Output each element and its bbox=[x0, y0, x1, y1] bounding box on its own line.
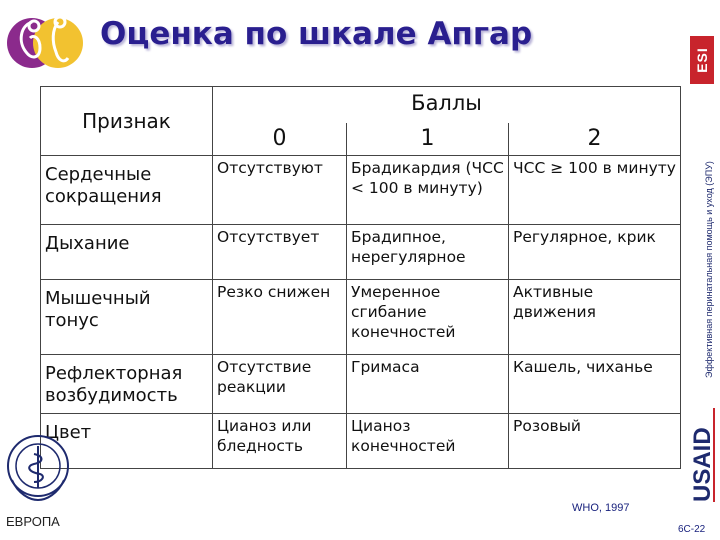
row-score-0: Резко снижен bbox=[213, 280, 347, 355]
table-row bbox=[41, 156, 681, 225]
usaid-logo-label: USAID bbox=[689, 427, 716, 502]
row-feature: Дыхание bbox=[41, 225, 213, 280]
table-row bbox=[41, 414, 681, 469]
row-score-0: Отсутствие реакции bbox=[213, 355, 347, 414]
row-score-1: Умеренное сгибание конечностей bbox=[347, 280, 509, 355]
scores-column-header: Баллы bbox=[213, 87, 681, 124]
row-score-2: Активные движения bbox=[509, 280, 681, 355]
row-score-1: Брадикардия (ЧСС < 100 в минуту) bbox=[347, 156, 509, 225]
row-feature: Цвет bbox=[41, 414, 213, 469]
side-program-text: Эффективная перинатальная помощь и уход (ЭПУ) bbox=[704, 161, 714, 378]
who-emblem-icon bbox=[4, 428, 74, 514]
row-feature: Сердечные сокращения bbox=[41, 156, 213, 225]
row-score-1: Брадипное, нерегулярное bbox=[347, 225, 509, 280]
row-feature: Рефлекторная возбудимость bbox=[41, 355, 213, 414]
score-column-0: 0 bbox=[213, 123, 347, 156]
esi-logo-label: ESI bbox=[694, 47, 711, 73]
score-column-1: 1 bbox=[347, 123, 509, 156]
row-score-2: Регулярное, крик bbox=[509, 225, 681, 280]
score-column-2: 2 bbox=[509, 123, 681, 156]
row-score-2: ЧСС ≥ 100 в минуту bbox=[509, 156, 681, 225]
slide-number: 6C-22 bbox=[678, 524, 706, 535]
usaid-logo-icon bbox=[684, 404, 718, 506]
feature-column-header: Признак bbox=[41, 87, 213, 156]
row-score-1: Цианоз конечностей bbox=[347, 414, 509, 469]
row-score-0: Отсутствует bbox=[213, 225, 347, 280]
apgar-table bbox=[40, 86, 681, 469]
table-row bbox=[41, 225, 681, 280]
europe-label: ЕВРОПА bbox=[6, 514, 60, 529]
row-score-2: Розовый bbox=[509, 414, 681, 469]
apgar-table-container bbox=[40, 86, 680, 468]
page-title: Оценка по шкале Апгар bbox=[100, 16, 533, 52]
table-row bbox=[41, 355, 681, 414]
perinatal-care-logo-icon bbox=[6, 8, 84, 78]
row-feature: Мышечный тонус bbox=[41, 280, 213, 355]
table-header-row bbox=[41, 87, 681, 124]
row-score-0: Отсутствуют bbox=[213, 156, 347, 225]
table-row bbox=[41, 280, 681, 355]
source-reference: WHO, 1997 bbox=[572, 502, 630, 514]
row-score-2: Кашель, чиханье bbox=[509, 355, 681, 414]
row-score-0: Цианоз или бледность bbox=[213, 414, 347, 469]
esi-logo bbox=[690, 36, 714, 84]
row-score-1: Гримаса bbox=[347, 355, 509, 414]
